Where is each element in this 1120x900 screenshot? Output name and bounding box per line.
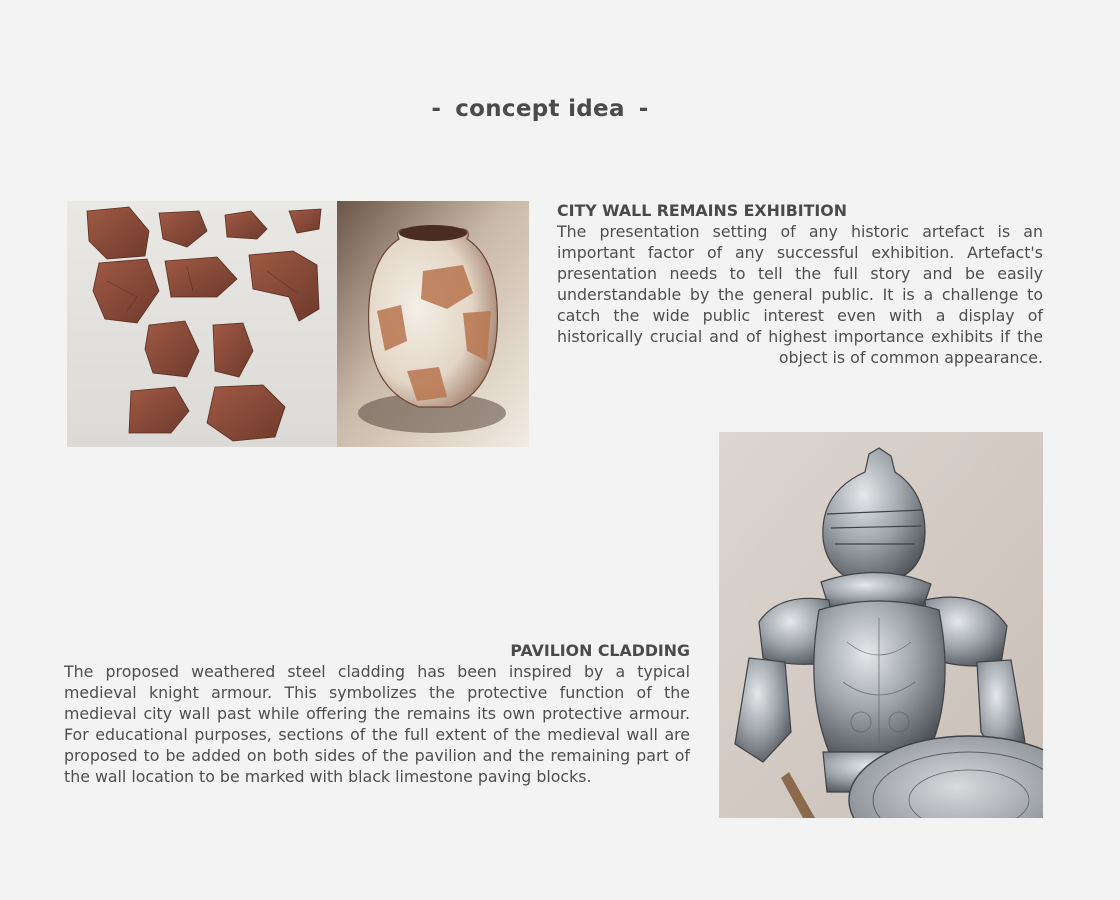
pavilion-heading: PAVILION CLADDING xyxy=(510,641,690,660)
title-dash-left: - xyxy=(431,96,442,122)
city-wall-section xyxy=(557,200,1043,368)
city-wall-body: The presentation setting of any historic artefact is an important factor of any successful exhibition. Artefact's presentation needs to tell the full story and be easily understandable by the general public. It is a challenge to catch the wide public interest even with a display of historically crucial and of highest importance exhibits if the object is of common appearance. xyxy=(557,222,1043,367)
breastplate xyxy=(814,601,945,752)
title-dash-right: - xyxy=(638,96,649,122)
page-title-text: concept idea xyxy=(455,96,625,122)
page-title xyxy=(0,96,1080,122)
pavilion-section xyxy=(64,640,690,787)
city-wall-heading: CITY WALL REMAINS EXHIBITION xyxy=(557,201,847,220)
armour-illustration xyxy=(719,432,1043,818)
artefacts-illustration xyxy=(67,201,529,447)
pavilion-body: The proposed weathered steel cladding has been inspired by a typical medieval knight armour. This symbolizes the protective function of the medieval city wall past while offering the remains its own protective armour. For educational purposes, sections of the full extent of the medieval wall are proposed to be added on both sides of the pavilion and the remaining part of the wall location to be marked with black limestone paving blocks. xyxy=(64,662,690,786)
vessel-rim xyxy=(399,225,467,241)
artefacts-photo xyxy=(67,201,529,447)
armour-photo xyxy=(719,432,1043,818)
